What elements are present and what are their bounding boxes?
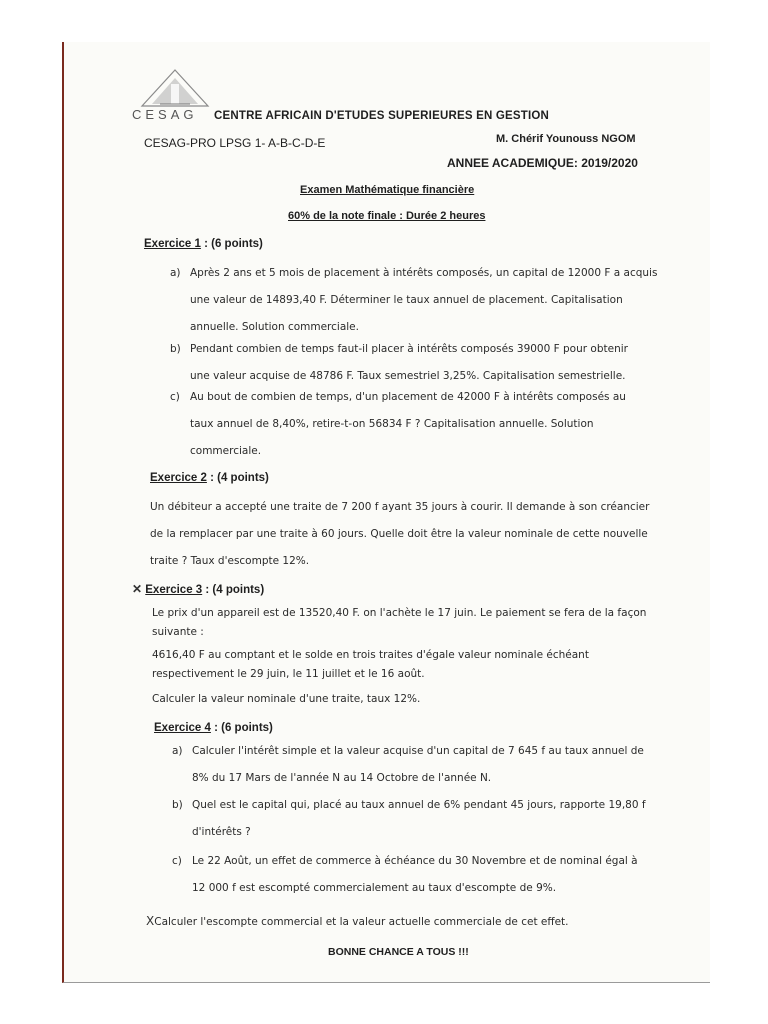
exercise-1-item-b — [170, 336, 628, 390]
exercise-1-label: Exercice 1 — [144, 238, 201, 250]
item-marker: c) — [172, 855, 182, 867]
item-line: d'intérêts ? — [192, 826, 251, 838]
exercise-4-item-c — [172, 848, 638, 902]
paragraph-line: 4616,40 F au comptant et le solde en trois traites d'égale valeur nominale échéant — [152, 649, 589, 661]
exercise-1-item-a — [170, 260, 658, 341]
paragraph-line: Un débiteur a accepté une traite de 7 200 f ayant 35 jours à courir. Il demande à son créancier — [150, 501, 650, 513]
item-line: Après 2 ans et 5 mois de placement à intérêts composés, un capital de 12000 F a acquis — [190, 267, 658, 279]
paragraph-line: suivante : — [152, 626, 204, 638]
item-line: Le 22 Août, un effet de commerce à échéance du 30 Novembre et de nominal égal à — [192, 855, 638, 867]
academic-year: ANNEE ACADEMIQUE: 2019/2020 — [447, 156, 638, 170]
closing-message: BONNE CHANCE A TOUS !!! — [328, 946, 469, 958]
exercise-1-title — [144, 238, 263, 250]
exercise-4-final-question — [146, 908, 569, 936]
exercise-2-title — [150, 472, 269, 484]
paragraph-line: de la remplacer par une traite à 60 jours. Quelle doit être la valeur nominale de cette nouvelle — [150, 528, 648, 540]
exercise-3-label: Exercice 3 — [145, 584, 203, 596]
exercise-4-title — [154, 722, 273, 734]
exercise-3-paragraph-2 — [152, 646, 589, 684]
exercise-3-paragraph-1 — [152, 604, 646, 642]
paragraph-line: Le prix d'un appareil est de 13520,40 F. on l'achète le 17 juin. Le paiement se fera de la façon — [152, 607, 647, 619]
paragraph-line: respectivement le 29 juin, le 11 juillet et le 16 août. — [152, 668, 425, 680]
item-marker: c) — [170, 391, 180, 403]
item-line: taux annuel de 8,40%, retire-t-on 56834 F ? Capitalisation annuelle. Solution — [190, 418, 594, 430]
exercise-1-item-c — [170, 384, 626, 465]
exam-sheet — [62, 42, 710, 983]
cross-mark-icon: ✕ — [132, 582, 143, 596]
item-line: Quel est le capital qui, placé au taux annuel de 6% pendant 45 jours, rapporte 19,80 f — [192, 799, 646, 811]
item-marker: b) — [172, 799, 183, 811]
item-line: Au bout de combien de temps, d'un placement de 42000 F à intérêts composés au — [190, 391, 626, 403]
exercise-4-points: : (6 points) — [210, 722, 273, 734]
exercise-3-paragraph-3 — [152, 690, 420, 709]
institution-name: CENTRE AFRICAIN D'ETUDES SUPERIEURES EN GESTION — [214, 110, 550, 122]
exam-subtitle: 60% de la note finale : Durée 2 heures — [288, 210, 486, 222]
final-question-text: Calculer l'escompte commercial et la valeur actuelle commerciale de cet effet. — [154, 916, 569, 928]
item-line: annuelle. Solution commerciale. — [190, 321, 359, 333]
exercise-3-title — [132, 582, 264, 596]
item-marker: b) — [170, 343, 181, 355]
item-marker: a) — [172, 745, 183, 757]
exercise-3-points: : (4 points) — [202, 584, 265, 596]
program-label: CESAG-PRO LPSG 1- A-B-C-D-E — [144, 136, 326, 150]
item-line: une valeur acquise de 48786 F. Taux semestriel 3,25%. Capitalisation semestrielle. — [190, 370, 626, 382]
logo-text: CESAG — [132, 107, 198, 122]
exercise-2-points: : (4 points) — [206, 472, 269, 484]
item-line: Calculer l'intérêt simple et la valeur acquise d'un capital de 7 645 f au taux annuel de — [192, 745, 644, 757]
teacher-name: M. Chérif Younouss NGOM — [496, 133, 636, 145]
exercise-4-item-a — [172, 738, 644, 792]
exercise-2-label: Exercice 2 — [150, 472, 207, 484]
exercise-2-paragraph — [150, 494, 649, 575]
cesag-logo-icon — [140, 68, 210, 108]
exercise-4-label: Exercice 4 — [154, 722, 211, 734]
exercise-1-points: : (6 points) — [200, 238, 263, 250]
exercise-4-item-b — [172, 792, 646, 846]
item-line: 12 000 f est escompté commercialement au taux d'escompte de 9%. — [192, 882, 557, 894]
exam-title: Examen Mathématique financière — [300, 184, 475, 196]
item-line: 8% du 17 Mars de l'année N au 14 Octobre de l'année N. — [192, 772, 492, 784]
paragraph-line: Calculer la valeur nominale d'une traite, taux 12%. — [152, 693, 421, 705]
item-line: une valeur de 14893,40 F. Déterminer le taux annuel de placement. Capitalisation — [190, 294, 623, 306]
item-line: Pendant combien de temps faut-il placer à intérêts composés 39000 F pour obtenir — [190, 343, 628, 355]
item-marker: a) — [170, 267, 181, 279]
x-mark-icon: X — [146, 914, 155, 928]
paragraph-line: traite ? Taux d'escompte 12%. — [150, 555, 310, 567]
item-line: commerciale. — [190, 445, 262, 457]
